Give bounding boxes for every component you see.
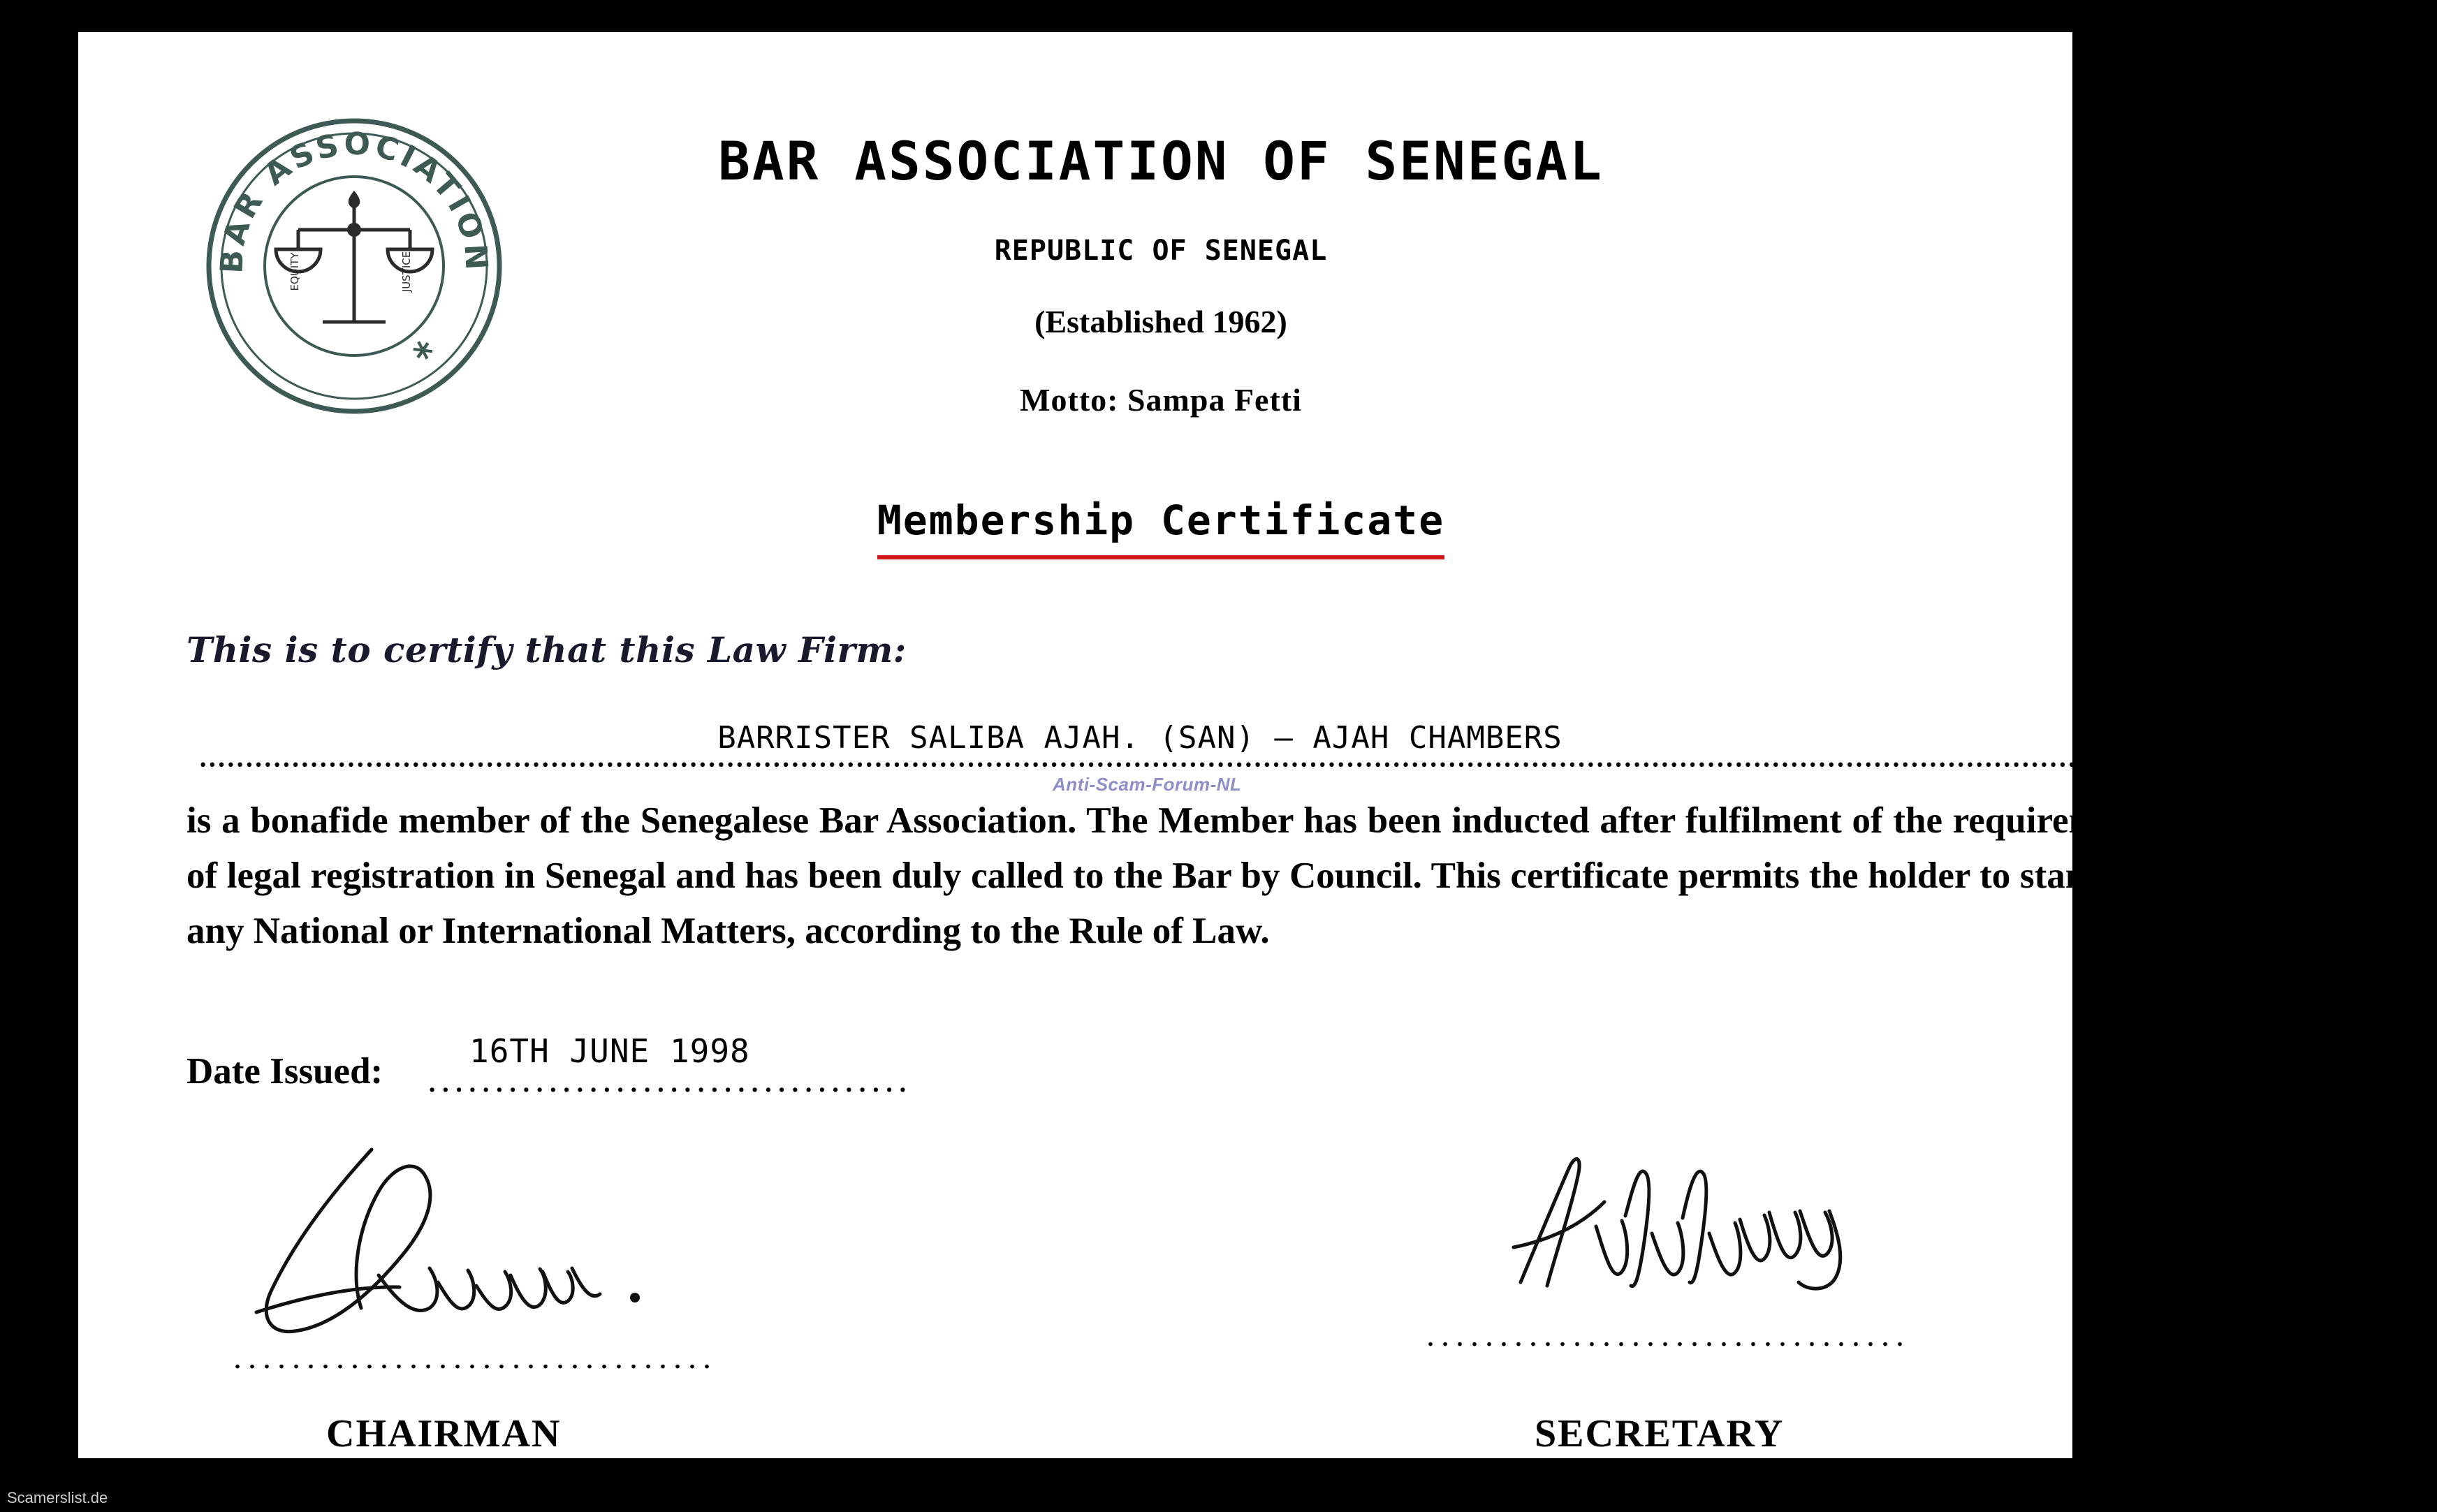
organization-title: BAR ASSOCIATION OF SENEGAL — [718, 130, 1604, 192]
footer-credit: Scamerslist.de — [7, 1489, 108, 1506]
date-dotted-line: .................................... — [427, 1059, 912, 1100]
chairman-signature — [228, 1125, 717, 1356]
secretary-signature-line: ................................. — [1426, 1316, 1910, 1353]
republic-subtitle: REPUBLIC OF SENEGAL — [994, 235, 1328, 267]
certify-intro-text: This is to certify that this Law Firm: — [186, 629, 907, 670]
svg-text:BAR ASSOCIATION: BAR ASSOCIATION — [214, 126, 495, 274]
chairman-signature-line: ................................. — [233, 1339, 717, 1376]
law-firm-name: BARRISTER SALIBA AJAH. (SAN) — AJAH CHAMBERS — [717, 720, 1563, 756]
bar-association-seal-icon — [200, 112, 508, 420]
certificate-document — [78, 32, 2437, 1458]
date-issued-label: Date Issued: — [186, 1051, 383, 1092]
forum-watermark: Anti-Scam-Forum-NL — [1053, 774, 1242, 795]
secretary-signature — [1500, 1143, 1919, 1324]
certificate-type-wrapper — [469, 497, 1852, 559]
date-issued-value: 16TH JUNE 1998 — [469, 1032, 750, 1070]
secretary-title: SECRETARY — [1535, 1412, 1785, 1455]
svg-text:*: * — [398, 332, 440, 379]
svg-text:JUSTICE: JUSTICE — [400, 251, 413, 293]
motto-line: Motto: Sampa Fetti — [1020, 382, 1302, 418]
chairman-title: CHAIRMAN — [326, 1412, 562, 1455]
firm-name-underline: •••••••••••••••••••••••••••••••••••••••••••••••••••••••••••••••••••••••••••••••••••••••••••••••••••••••••••••••••••••••••••••••••••••••••••••••••••••••••••••••••••••••••••••••••••••••••••••••••••••••••••••••••••••••••••••••••••••••••••••••••• — [198, 757, 2437, 775]
certificate-type-title: Membership Certificate — [877, 497, 1444, 559]
svg-text:EQUITY: EQUITY — [288, 252, 301, 291]
established-year: (Established 1962) — [1034, 304, 1287, 339]
certificate-body-text: is a bonafide member of the Senegalese Bar Association. The Member has been inducted after fulfilment of the requirements of legal registration in Senegal and has been duly called to the Bar by Council. This certificate permits the holder to stand for any National or International Matters, according to the Rule of Law. — [186, 800, 2163, 951]
